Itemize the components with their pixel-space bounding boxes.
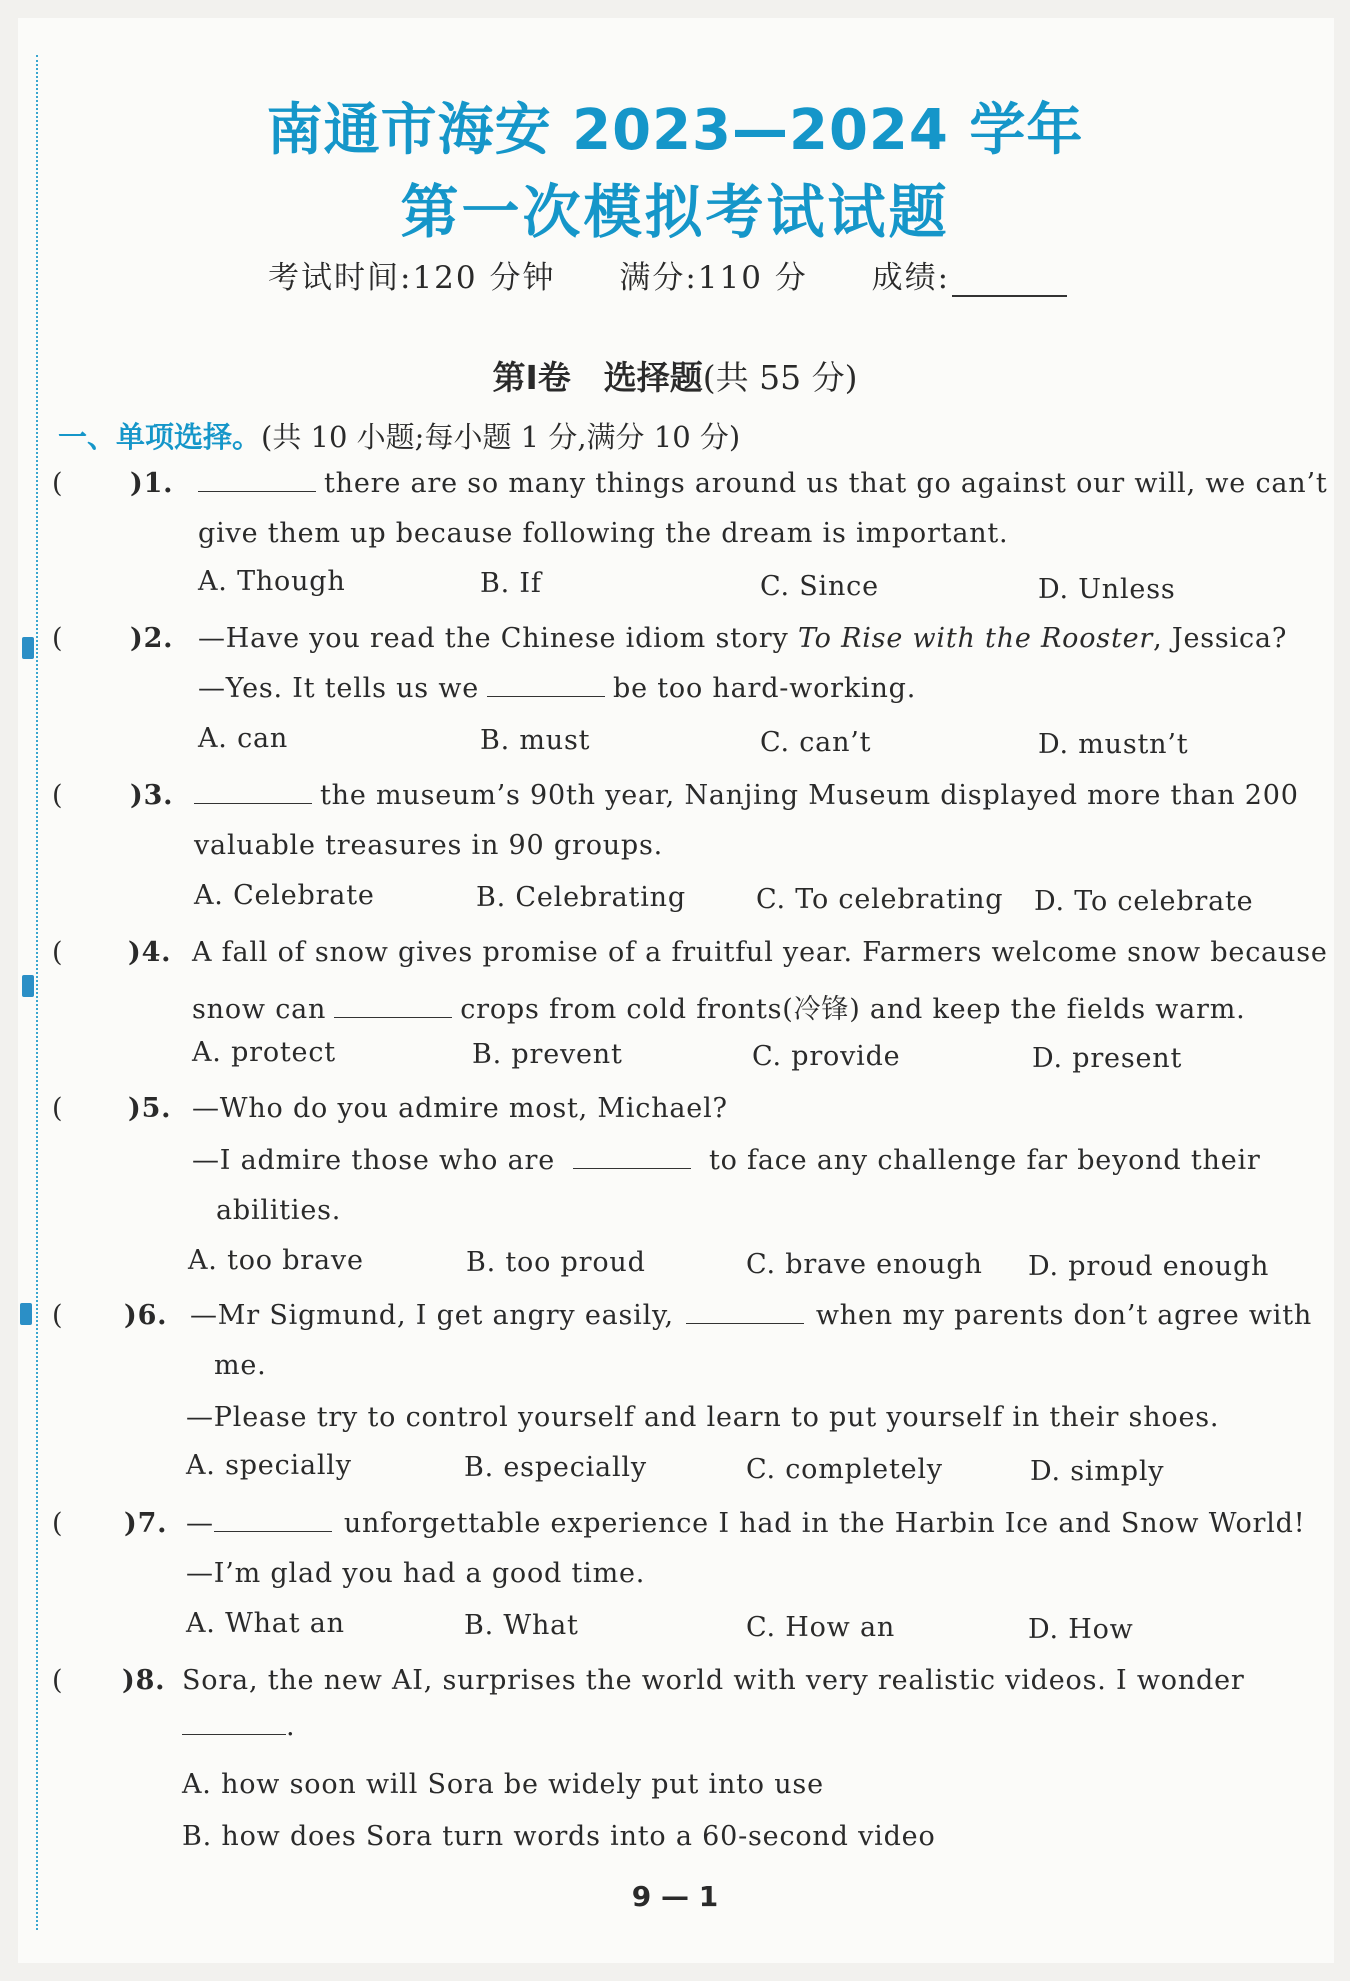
option-b[interactable]: B. prevent — [472, 1039, 623, 1070]
answer-bracket[interactable]: ( — [52, 468, 64, 499]
option-a[interactable]: A. protect — [192, 1037, 336, 1068]
option-c[interactable]: C. To celebrating — [756, 884, 1004, 915]
option-a[interactable]: A. how soon will Sora be widely put into use — [182, 1769, 824, 1800]
option-a[interactable]: A. specially — [186, 1450, 352, 1481]
option-c[interactable]: C. completely — [746, 1454, 943, 1485]
option-d[interactable]: D. How — [1028, 1614, 1134, 1645]
question-number: )1. — [130, 468, 174, 499]
page-number: 9 — 1 — [631, 1880, 719, 1913]
option-d[interactable]: D. present — [1032, 1043, 1183, 1074]
option-b[interactable]: B. how does Sora turn words into a 60-second video — [182, 1821, 936, 1852]
answer-bracket[interactable]: ( — [52, 937, 64, 968]
exam-title-line1: 南通市海安 2023—2024 学年 — [266, 98, 1084, 163]
option-c[interactable]: C. brave enough — [746, 1249, 983, 1280]
answer-bracket[interactable]: ( — [52, 1665, 64, 1696]
option-a[interactable]: A. can — [198, 723, 289, 754]
answer-bracket[interactable]: ( — [52, 1300, 64, 1331]
exam-meta — [268, 252, 1067, 297]
option-d[interactable]: D. proud enough — [1028, 1251, 1270, 1282]
score-label: 成绩: — [871, 260, 951, 296]
part-head: 一、单项选择。 — [58, 420, 262, 454]
option-d[interactable]: D. mustn’t — [1038, 729, 1189, 760]
option-b[interactable]: B. too proud — [466, 1247, 646, 1278]
binding-tab — [22, 975, 34, 997]
answer-bracket[interactable]: ( — [52, 1508, 64, 1539]
option-a[interactable]: A. too brave — [188, 1245, 364, 1276]
answer-bracket[interactable]: ( — [52, 623, 64, 654]
answer-blank[interactable] — [686, 1322, 804, 1324]
option-d[interactable]: D. To celebrate — [1034, 886, 1254, 917]
option-b[interactable]: B. If — [480, 568, 542, 599]
question-number: )2. — [130, 623, 174, 654]
part-heading — [58, 415, 740, 456]
answer-blank[interactable] — [194, 802, 312, 804]
question-number: )7. — [124, 1508, 168, 1539]
section-title: 第Ⅰ卷 选择题(共 55 分) — [492, 358, 858, 397]
option-b[interactable]: B. must — [480, 725, 591, 756]
answer-bracket[interactable]: ( — [52, 1093, 64, 1124]
option-b[interactable]: B. Celebrating — [476, 882, 686, 913]
answer-blank[interactable] — [198, 490, 316, 492]
answer-bracket[interactable]: ( — [52, 780, 64, 811]
option-a[interactable]: A. Celebrate — [194, 880, 375, 911]
full-score: 满分:110 分 — [619, 260, 808, 296]
answer-blank[interactable] — [182, 1733, 286, 1735]
question-number: )3. — [130, 780, 174, 811]
answer-blank[interactable] — [573, 1167, 691, 1169]
option-c[interactable]: C. Since — [760, 571, 879, 602]
answer-blank[interactable] — [214, 1530, 332, 1532]
option-a[interactable]: A. Though — [198, 566, 346, 597]
option-c[interactable]: C. How an — [746, 1612, 896, 1643]
binding-line — [36, 55, 38, 1930]
exam-time: 考试时间:120 分钟 — [268, 260, 556, 296]
option-c[interactable]: C. can’t — [760, 727, 872, 758]
question-number: )4. — [128, 937, 172, 968]
option-c[interactable]: C. provide — [752, 1041, 901, 1072]
binding-tab — [22, 637, 34, 659]
question-number: )6. — [124, 1300, 168, 1331]
option-b[interactable]: B. What — [464, 1610, 579, 1641]
option-b[interactable]: B. especially — [464, 1452, 647, 1483]
question-number: )8. — [122, 1665, 166, 1696]
option-d[interactable]: D. simply — [1030, 1456, 1165, 1487]
answer-blank[interactable] — [487, 695, 605, 697]
part-desc: (共 10 小题;每小题 1 分,满分 10 分) — [261, 420, 741, 454]
question-number: )5. — [128, 1093, 172, 1124]
exam-title-line2: 第一次模拟考试试题 — [400, 178, 950, 246]
binding-tab — [20, 1303, 32, 1325]
answer-blank[interactable] — [334, 1016, 452, 1018]
option-a[interactable]: A. What an — [186, 1608, 345, 1639]
option-d[interactable]: D. Unless — [1038, 574, 1176, 605]
score-blank[interactable] — [952, 295, 1067, 297]
